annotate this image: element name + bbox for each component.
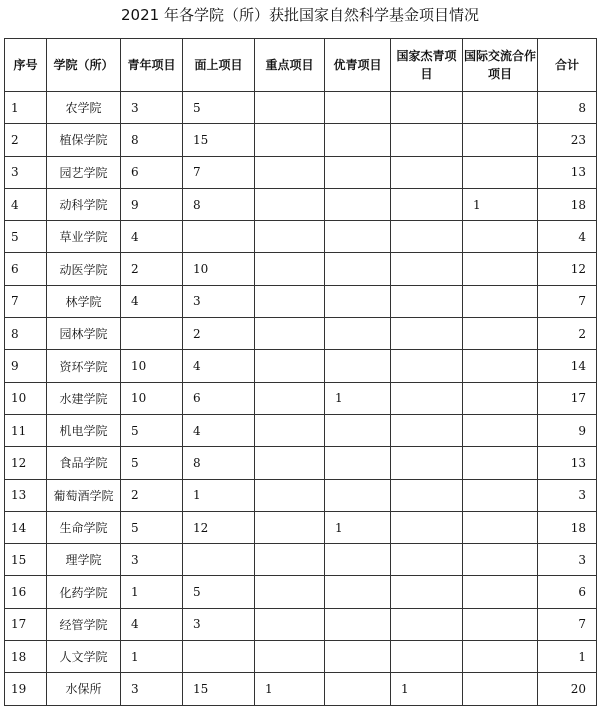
total-cell: 7 <box>538 285 597 317</box>
college-name: 农学院 <box>47 92 121 124</box>
table-row <box>5 511 597 543</box>
count-cell <box>325 156 391 188</box>
count-cell: 1 <box>121 641 183 673</box>
total-cell: 3 <box>538 544 597 576</box>
count-cell: 10 <box>121 382 183 414</box>
row-index: 11 <box>5 414 47 446</box>
table-row <box>5 447 597 479</box>
count-cell <box>463 544 538 576</box>
college-name: 植保学院 <box>47 124 121 156</box>
count-cell: 10 <box>121 350 183 382</box>
count-cell <box>325 253 391 285</box>
count-cell: 2 <box>183 318 255 350</box>
column-header: 合计 <box>538 39 597 92</box>
count-cell <box>255 608 325 640</box>
table-row <box>5 221 597 253</box>
table-row <box>5 285 597 317</box>
count-cell: 9 <box>121 188 183 220</box>
total-cell: 17 <box>538 382 597 414</box>
count-cell: 3 <box>183 285 255 317</box>
count-cell <box>463 285 538 317</box>
row-index: 6 <box>5 253 47 285</box>
total-cell: 14 <box>538 350 597 382</box>
count-cell <box>255 414 325 446</box>
count-cell <box>391 382 463 414</box>
college-name: 理学院 <box>47 544 121 576</box>
count-cell: 6 <box>121 156 183 188</box>
row-index: 12 <box>5 447 47 479</box>
column-header: 优青项目 <box>325 39 391 92</box>
count-cell: 3 <box>183 608 255 640</box>
count-cell <box>391 414 463 446</box>
count-cell <box>183 221 255 253</box>
count-cell <box>391 544 463 576</box>
count-cell <box>255 350 325 382</box>
row-index: 16 <box>5 576 47 608</box>
table-row <box>5 318 597 350</box>
college-name: 化药学院 <box>47 576 121 608</box>
count-cell <box>463 92 538 124</box>
table-row <box>5 608 597 640</box>
total-cell: 8 <box>538 92 597 124</box>
row-index: 13 <box>5 479 47 511</box>
count-cell <box>463 479 538 511</box>
column-header: 学院（所） <box>47 39 121 92</box>
table-row <box>5 414 597 446</box>
count-cell <box>255 188 325 220</box>
count-cell: 3 <box>121 673 183 705</box>
count-cell <box>255 285 325 317</box>
count-cell: 4 <box>121 221 183 253</box>
count-cell: 8 <box>183 188 255 220</box>
count-cell <box>463 124 538 156</box>
count-cell <box>325 479 391 511</box>
row-index: 15 <box>5 544 47 576</box>
column-header: 国际交流合作项目 <box>463 39 538 92</box>
college-name: 食品学院 <box>47 447 121 479</box>
count-cell <box>325 641 391 673</box>
table-row <box>5 382 597 414</box>
count-cell <box>463 576 538 608</box>
total-cell: 6 <box>538 576 597 608</box>
header-row <box>5 39 597 92</box>
count-cell <box>391 92 463 124</box>
count-cell: 4 <box>121 608 183 640</box>
page-title: 2021 年各学院（所）获批国家自然科学基金项目情况 <box>121 6 479 24</box>
count-cell: 5 <box>121 414 183 446</box>
count-cell <box>325 673 391 705</box>
count-cell <box>255 447 325 479</box>
count-cell: 1 <box>183 479 255 511</box>
column-header: 面上项目 <box>183 39 255 92</box>
row-index: 3 <box>5 156 47 188</box>
count-cell <box>463 641 538 673</box>
college-name: 动科学院 <box>47 188 121 220</box>
count-cell <box>255 479 325 511</box>
row-index: 5 <box>5 221 47 253</box>
count-cell: 5 <box>121 447 183 479</box>
count-cell: 1 <box>325 511 391 543</box>
total-cell: 1 <box>538 641 597 673</box>
count-cell: 8 <box>183 447 255 479</box>
count-cell <box>183 544 255 576</box>
count-cell <box>121 318 183 350</box>
total-cell: 9 <box>538 414 597 446</box>
count-cell: 15 <box>183 673 255 705</box>
college-name: 草业学院 <box>47 221 121 253</box>
count-cell <box>391 641 463 673</box>
count-cell <box>391 188 463 220</box>
row-index: 10 <box>5 382 47 414</box>
college-name: 园林学院 <box>47 318 121 350</box>
column-header: 国家杰青项目 <box>391 39 463 92</box>
count-cell: 2 <box>121 253 183 285</box>
count-cell <box>463 350 538 382</box>
college-name: 生命学院 <box>47 511 121 543</box>
total-cell: 20 <box>538 673 597 705</box>
count-cell <box>391 253 463 285</box>
table-row <box>5 673 597 705</box>
row-index: 7 <box>5 285 47 317</box>
table-row <box>5 124 597 156</box>
count-cell: 4 <box>183 414 255 446</box>
table-row <box>5 253 597 285</box>
table-row <box>5 479 597 511</box>
count-cell <box>463 382 538 414</box>
table-row <box>5 156 597 188</box>
count-cell <box>463 673 538 705</box>
count-cell <box>391 285 463 317</box>
total-cell: 7 <box>538 608 597 640</box>
count-cell <box>325 544 391 576</box>
count-cell <box>255 124 325 156</box>
count-cell <box>391 156 463 188</box>
total-cell: 4 <box>538 221 597 253</box>
count-cell: 2 <box>121 479 183 511</box>
count-cell <box>463 447 538 479</box>
count-cell <box>463 414 538 446</box>
table-row <box>5 641 597 673</box>
college-name: 经管学院 <box>47 608 121 640</box>
count-cell <box>391 479 463 511</box>
count-cell <box>255 544 325 576</box>
count-cell <box>183 641 255 673</box>
row-index: 9 <box>5 350 47 382</box>
column-header: 重点项目 <box>255 39 325 92</box>
total-cell: 12 <box>538 253 597 285</box>
count-cell <box>255 253 325 285</box>
table-row <box>5 576 597 608</box>
total-cell: 13 <box>538 447 597 479</box>
count-cell <box>325 447 391 479</box>
count-cell <box>391 318 463 350</box>
column-header: 序号 <box>5 39 47 92</box>
college-name: 园艺学院 <box>47 156 121 188</box>
count-cell <box>325 221 391 253</box>
total-cell: 3 <box>538 479 597 511</box>
college-name: 水建学院 <box>47 382 121 414</box>
count-cell <box>463 511 538 543</box>
table-row <box>5 92 597 124</box>
college-name: 人文学院 <box>47 641 121 673</box>
table-row <box>5 188 597 220</box>
count-cell <box>391 350 463 382</box>
college-name: 葡萄酒学院 <box>47 479 121 511</box>
count-cell: 15 <box>183 124 255 156</box>
total-cell: 18 <box>538 188 597 220</box>
count-cell: 7 <box>183 156 255 188</box>
count-cell: 12 <box>183 511 255 543</box>
total-cell: 2 <box>538 318 597 350</box>
row-index: 1 <box>5 92 47 124</box>
count-cell: 5 <box>183 576 255 608</box>
count-cell <box>325 188 391 220</box>
college-name: 动医学院 <box>47 253 121 285</box>
count-cell <box>255 221 325 253</box>
count-cell <box>463 608 538 640</box>
college-name: 林学院 <box>47 285 121 317</box>
count-cell <box>325 92 391 124</box>
row-index: 18 <box>5 641 47 673</box>
count-cell: 5 <box>183 92 255 124</box>
count-cell <box>391 608 463 640</box>
count-cell <box>463 318 538 350</box>
count-cell: 1 <box>391 673 463 705</box>
count-cell <box>391 447 463 479</box>
funding-table <box>4 38 597 706</box>
count-cell: 4 <box>183 350 255 382</box>
count-cell: 4 <box>121 285 183 317</box>
count-cell <box>391 221 463 253</box>
total-cell: 13 <box>538 156 597 188</box>
count-cell <box>391 576 463 608</box>
row-index: 17 <box>5 608 47 640</box>
count-cell <box>463 156 538 188</box>
count-cell <box>325 414 391 446</box>
count-cell <box>325 318 391 350</box>
row-index: 2 <box>5 124 47 156</box>
table-row <box>5 544 597 576</box>
count-cell <box>391 124 463 156</box>
row-index: 19 <box>5 673 47 705</box>
count-cell: 10 <box>183 253 255 285</box>
count-cell <box>255 318 325 350</box>
count-cell: 1 <box>463 188 538 220</box>
count-cell <box>255 92 325 124</box>
count-cell <box>255 576 325 608</box>
count-cell <box>463 253 538 285</box>
total-cell: 23 <box>538 124 597 156</box>
college-name: 机电学院 <box>47 414 121 446</box>
count-cell: 6 <box>183 382 255 414</box>
count-cell <box>255 641 325 673</box>
count-cell <box>255 382 325 414</box>
college-name: 水保所 <box>47 673 121 705</box>
count-cell <box>325 608 391 640</box>
count-cell: 3 <box>121 92 183 124</box>
table-row <box>5 350 597 382</box>
college-name: 资环学院 <box>47 350 121 382</box>
count-cell: 1 <box>255 673 325 705</box>
count-cell <box>255 156 325 188</box>
count-cell: 1 <box>325 382 391 414</box>
count-cell <box>325 285 391 317</box>
row-index: 14 <box>5 511 47 543</box>
column-header: 青年项目 <box>121 39 183 92</box>
row-index: 4 <box>5 188 47 220</box>
count-cell <box>325 576 391 608</box>
row-index: 8 <box>5 318 47 350</box>
count-cell <box>325 124 391 156</box>
count-cell: 5 <box>121 511 183 543</box>
count-cell <box>255 511 325 543</box>
count-cell <box>463 221 538 253</box>
count-cell <box>391 511 463 543</box>
count-cell: 3 <box>121 544 183 576</box>
count-cell: 1 <box>121 576 183 608</box>
count-cell <box>325 350 391 382</box>
count-cell: 8 <box>121 124 183 156</box>
total-cell: 18 <box>538 511 597 543</box>
